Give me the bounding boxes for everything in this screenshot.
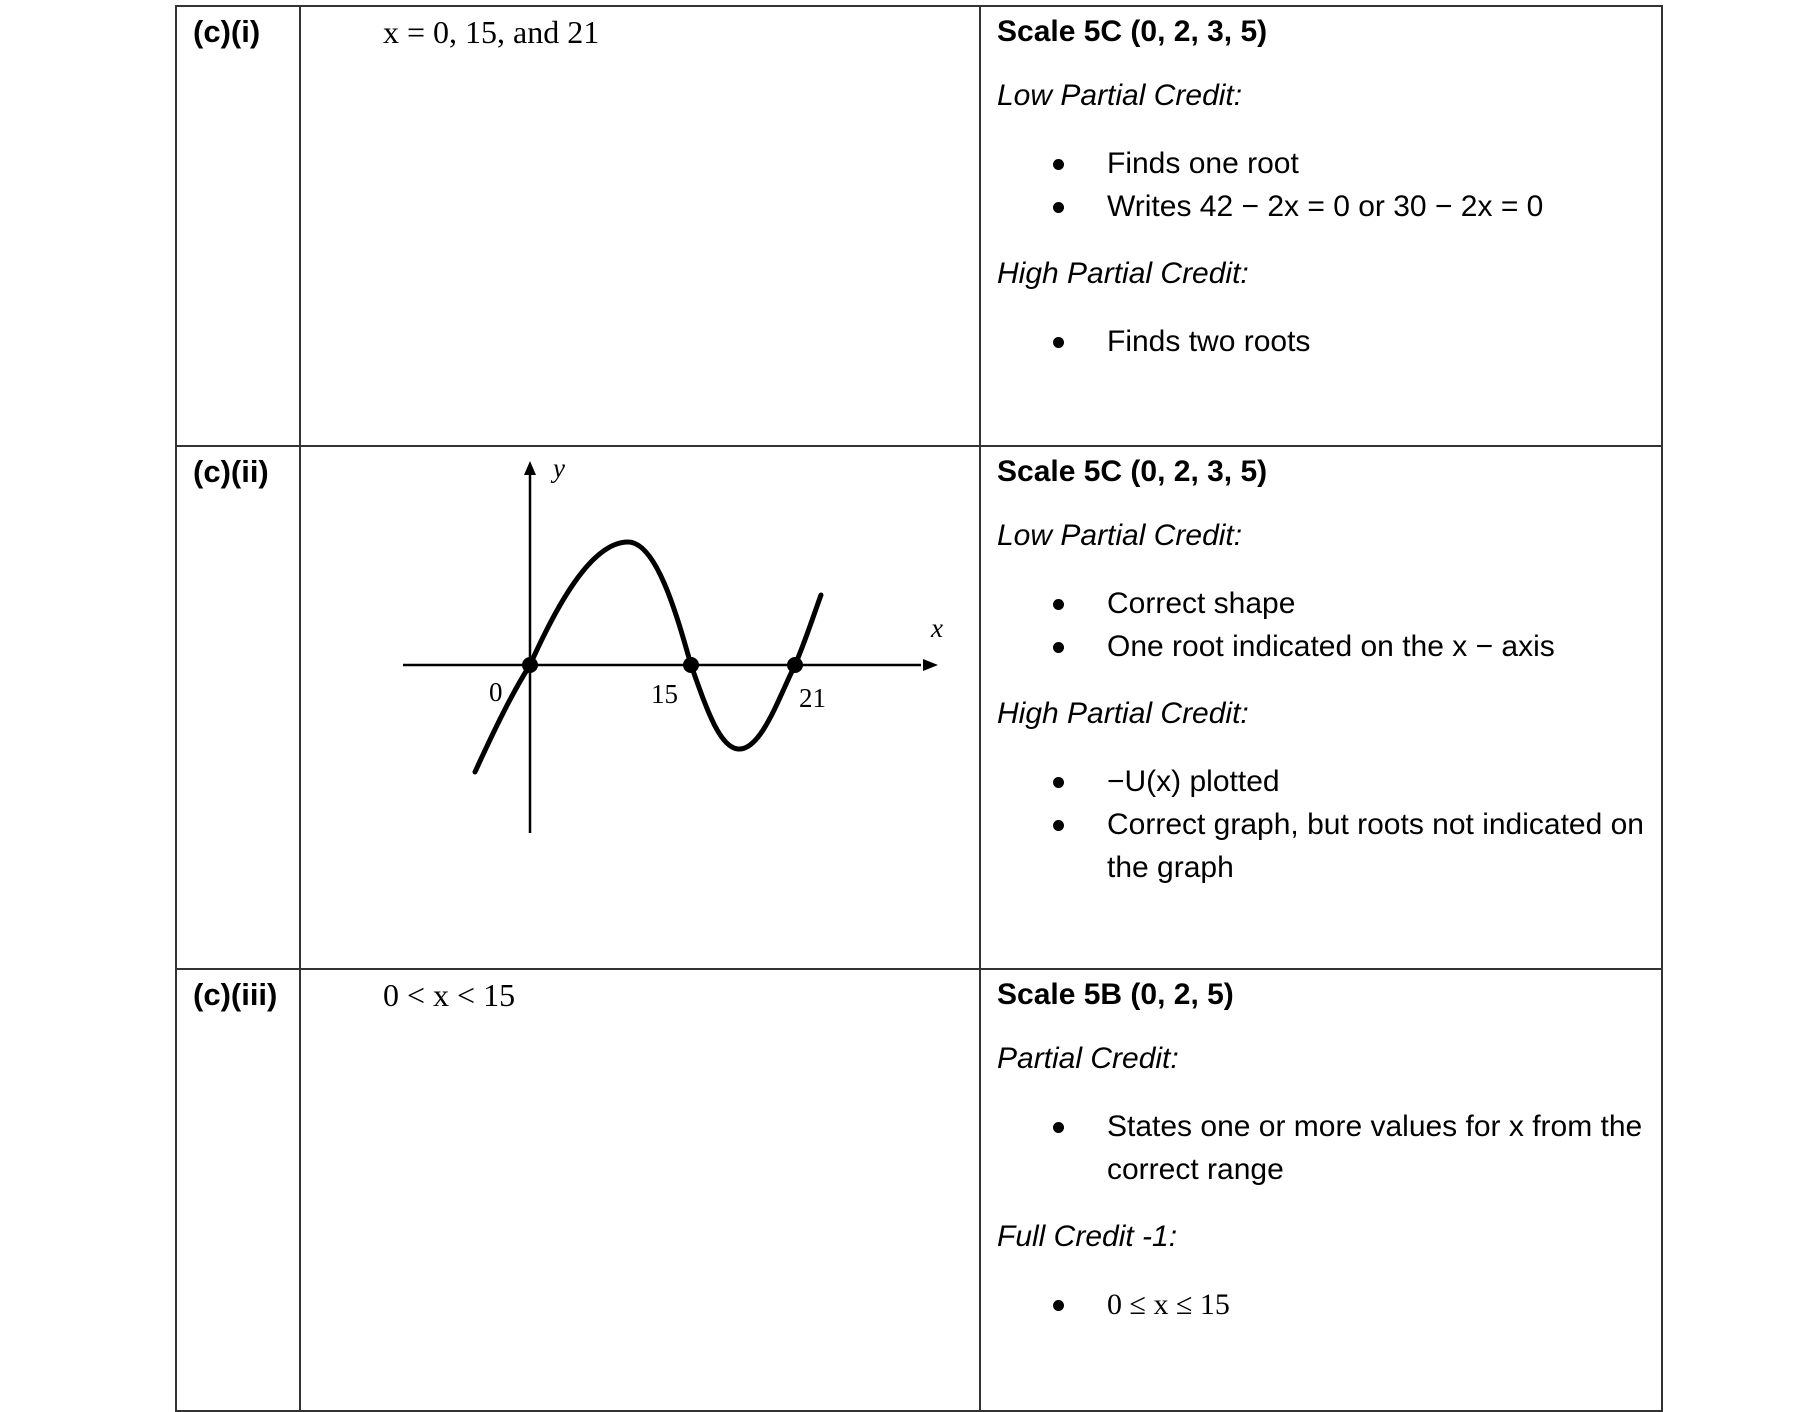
scale-label: Scale 5B (0, 2, 5): [997, 978, 1234, 1011]
root-label: 15: [651, 679, 678, 709]
rubric-cell: [980, 6, 1662, 446]
table-row: [176, 6, 1662, 446]
answer-cell: [300, 969, 980, 1411]
root-marker: [683, 657, 699, 673]
cubic-graph: [301, 447, 979, 968]
answer-graph: [301, 447, 979, 968]
list-item: Finds one root: [997, 142, 1645, 185]
part-label: (c)(iii): [193, 977, 278, 1012]
list-item: 0 ≤ x ≤ 15: [997, 1283, 1645, 1326]
credit-list: [997, 760, 1645, 889]
y-axis-label: y: [553, 453, 565, 483]
list-item: One root indicated on the x − axis: [997, 625, 1645, 668]
credit-list: [997, 320, 1645, 363]
credit-list: [997, 582, 1645, 668]
root-label: 21: [799, 683, 826, 713]
list-item: States one or more values for x from the correct range: [997, 1105, 1645, 1191]
answer-text: x = 0, 15, and 21: [383, 14, 600, 50]
list-item: Finds two roots: [997, 320, 1645, 363]
credit-heading: High Partial Credit:: [997, 697, 1249, 730]
part-cell: [176, 969, 300, 1411]
root-label: 0: [489, 677, 503, 707]
answer-cell: [300, 6, 980, 446]
list-item: Correct graph, but roots not indicated on the graph: [997, 803, 1645, 889]
scale-label: Scale 5C (0, 2, 3, 5): [997, 15, 1268, 48]
scale-label: Scale 5C (0, 2, 3, 5): [997, 455, 1268, 488]
credit-list: [997, 1283, 1645, 1326]
part-label: (c)(i): [193, 14, 261, 49]
x-axis-label: x: [931, 613, 943, 643]
rubric-cell: [980, 446, 1662, 969]
credit-list: [997, 1105, 1645, 1191]
root-marker: [787, 657, 803, 673]
table-row: [176, 969, 1662, 1411]
part-label: (c)(ii): [193, 454, 269, 489]
credit-heading: High Partial Credit:: [997, 257, 1249, 290]
table-row: [176, 446, 1662, 969]
part-cell: [176, 6, 300, 446]
list-item: −U(x) plotted: [997, 760, 1645, 803]
credit-heading: Full Credit -1:: [997, 1220, 1178, 1253]
list-item: Correct shape: [997, 582, 1645, 625]
list-item: Writes 42 − 2x = 0 or 30 − 2x = 0: [997, 185, 1645, 228]
credit-heading: Partial Credit:: [997, 1042, 1179, 1075]
rubric-table: [175, 5, 1663, 1412]
rubric-cell: [980, 969, 1662, 1411]
curve: [475, 542, 821, 772]
credit-heading: Low Partial Credit:: [997, 79, 1243, 112]
credit-heading: Low Partial Credit:: [997, 519, 1243, 552]
root-marker: [522, 657, 538, 673]
part-cell: [176, 446, 300, 969]
credit-list: [997, 142, 1645, 228]
answer-cell: [300, 446, 980, 969]
answer-text: 0 < x < 15: [383, 977, 516, 1013]
